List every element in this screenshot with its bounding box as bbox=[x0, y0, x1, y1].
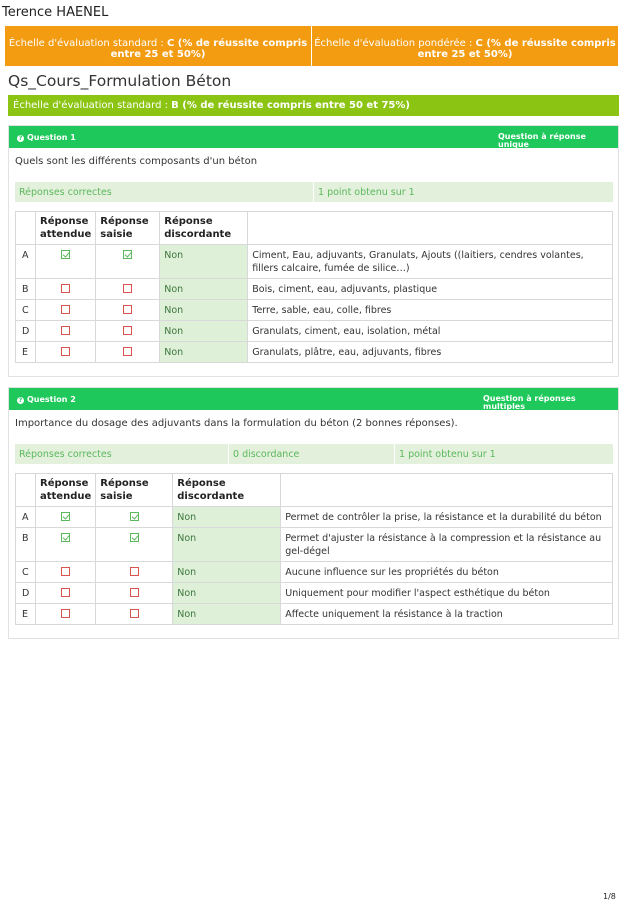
discordant-value: Non bbox=[160, 300, 248, 321]
answer-letter: C bbox=[16, 562, 36, 583]
result-status: Réponses correctes bbox=[19, 449, 112, 460]
answer-text: Permet de contrôler la prise, la résistance et la durabilité du béton bbox=[281, 507, 613, 528]
checkbox-empty-icon bbox=[123, 347, 132, 356]
evaluation-scales bbox=[5, 26, 619, 66]
discordant-value: Non bbox=[160, 279, 248, 300]
table-row bbox=[16, 562, 613, 583]
checkbox-empty-icon bbox=[61, 609, 70, 618]
question-text: Importance du dosage des adjuvants dans la formulation du béton (2 bonnes réponses). bbox=[15, 418, 458, 429]
checkbox-empty-icon bbox=[123, 305, 132, 314]
question-card-1 bbox=[8, 125, 619, 377]
weighted-scale-grade: C (% de réussite compris entre 25 et 50%) bbox=[417, 38, 616, 60]
answer-letter: A bbox=[16, 245, 36, 279]
header-letter bbox=[16, 212, 36, 245]
discordant-value: Non bbox=[160, 321, 248, 342]
answer-text: Terre, sable, eau, colle, fibres bbox=[248, 300, 613, 321]
answer-letter: D bbox=[16, 583, 36, 604]
weighted-scale-label: Échelle d'évaluation pondérée : bbox=[314, 38, 476, 49]
header-entered: Réponse saisie bbox=[96, 474, 173, 507]
question-text: Quels sont les différents composants d'un béton bbox=[15, 156, 258, 167]
header-expected: Réponse attendue bbox=[36, 212, 96, 245]
answer-text: Ciment, Eau, adjuvants, Granulats, Ajouts ((laitiers, cendres volantes, fillers calcaire, fumée de silice…) bbox=[248, 245, 613, 279]
checkbox-empty-icon bbox=[61, 305, 70, 314]
question-type: Question à réponse unique bbox=[498, 132, 586, 149]
table-row bbox=[16, 279, 613, 300]
checkbox-empty-icon bbox=[61, 326, 70, 335]
table-row bbox=[16, 528, 613, 562]
answer-text: Bois, ciment, eau, adjuvants, plastique bbox=[248, 279, 613, 300]
result-points: 1 point obtenu sur 1 bbox=[399, 449, 496, 460]
answer-text: Permet d'ajuster la résistance à la compression et la résistance au gel-dégel bbox=[281, 528, 613, 562]
checkbox-checked-icon bbox=[123, 250, 132, 259]
answer-text: Granulats, plâtre, eau, adjuvants, fibres bbox=[248, 342, 613, 363]
answer-text: Uniquement pour modifier l'aspect esthétique du béton bbox=[281, 583, 613, 604]
discordant-value: Non bbox=[173, 562, 281, 583]
standard-scale-grade: C (% de réussite compris entre 25 et 50%) bbox=[110, 38, 308, 60]
entered-checkbox bbox=[96, 604, 173, 625]
quiz-scale-label: Échelle d'évaluation standard : bbox=[13, 100, 172, 111]
quiz-scale-banner bbox=[8, 95, 619, 116]
entered-checkbox bbox=[96, 300, 160, 321]
table-row bbox=[16, 604, 613, 625]
answer-letter: B bbox=[16, 279, 36, 300]
answer-letter: E bbox=[16, 342, 36, 363]
entered-checkbox bbox=[96, 342, 160, 363]
standard-scale-box bbox=[5, 26, 312, 66]
answers-table bbox=[15, 211, 613, 363]
student-name: Terence HAENEL bbox=[2, 5, 109, 20]
discordant-value: Non bbox=[160, 342, 248, 363]
expected-checkbox bbox=[36, 245, 96, 279]
table-row bbox=[16, 507, 613, 528]
checkbox-empty-icon bbox=[61, 567, 70, 576]
answers-table bbox=[15, 473, 613, 625]
expected-checkbox bbox=[36, 507, 96, 528]
answer-letter: E bbox=[16, 604, 36, 625]
header-answer bbox=[281, 474, 613, 507]
answer-letter: D bbox=[16, 321, 36, 342]
header-answer bbox=[248, 212, 613, 245]
expected-checkbox bbox=[36, 342, 96, 363]
result-bar bbox=[15, 182, 613, 202]
expected-checkbox bbox=[36, 604, 96, 625]
entered-checkbox bbox=[96, 562, 173, 583]
header-discordant: Réponse discordante bbox=[160, 212, 248, 245]
expected-checkbox bbox=[36, 279, 96, 300]
result-status: Réponses correctes bbox=[19, 187, 112, 198]
question-header bbox=[9, 126, 618, 148]
checkbox-empty-icon bbox=[130, 609, 139, 618]
expected-checkbox bbox=[36, 321, 96, 342]
question-label: ? Question 2 bbox=[18, 395, 76, 404]
checkbox-empty-icon bbox=[123, 284, 132, 293]
table-row bbox=[16, 342, 613, 363]
answer-letter: A bbox=[16, 507, 36, 528]
discordant-value: Non bbox=[173, 507, 281, 528]
table-row bbox=[16, 583, 613, 604]
info-circle-icon: ? bbox=[18, 397, 23, 404]
expected-checkbox bbox=[36, 528, 96, 562]
entered-checkbox bbox=[96, 583, 173, 604]
question-header bbox=[9, 388, 618, 410]
entered-checkbox bbox=[96, 507, 173, 528]
answer-text: Aucune influence sur les propriétés du béton bbox=[281, 562, 613, 583]
table-header-row bbox=[16, 212, 613, 245]
entered-checkbox bbox=[96, 279, 160, 300]
expected-checkbox bbox=[36, 562, 96, 583]
standard-scale-label: Échelle d'évaluation standard : bbox=[8, 38, 167, 49]
table-row bbox=[16, 321, 613, 342]
answer-letter: C bbox=[16, 300, 36, 321]
answer-text: Affecte uniquement la résistance à la traction bbox=[281, 604, 613, 625]
checkbox-checked-icon bbox=[61, 533, 70, 542]
checkbox-checked-icon bbox=[61, 250, 70, 259]
checkbox-checked-icon bbox=[130, 512, 139, 521]
checkbox-empty-icon bbox=[61, 588, 70, 597]
quiz-scale-grade: B (% de réussite compris entre 50 et 75%) bbox=[171, 100, 410, 111]
info-circle-icon: ? bbox=[18, 135, 23, 142]
question-card-2 bbox=[8, 387, 619, 639]
entered-checkbox bbox=[96, 528, 173, 562]
result-points: 1 point obtenu sur 1 bbox=[318, 187, 415, 198]
result-discordance: 0 discordance bbox=[233, 449, 300, 460]
checkbox-checked-icon bbox=[130, 533, 139, 542]
expected-checkbox bbox=[36, 583, 96, 604]
entered-checkbox bbox=[96, 321, 160, 342]
table-row bbox=[16, 245, 613, 279]
table-header-row bbox=[16, 474, 613, 507]
checkbox-empty-icon bbox=[61, 347, 70, 356]
checkbox-empty-icon bbox=[123, 326, 132, 335]
header-discordant: Réponse discordante bbox=[173, 474, 281, 507]
quiz-title: Qs_Cours_Formulation Béton bbox=[8, 72, 232, 90]
header-expected: Réponse attendue bbox=[36, 474, 96, 507]
header-letter bbox=[16, 474, 36, 507]
result-bar bbox=[15, 444, 613, 464]
discordant-value: Non bbox=[173, 528, 281, 562]
discordant-value: Non bbox=[160, 245, 248, 279]
discordant-value: Non bbox=[173, 583, 281, 604]
weighted-scale-box bbox=[312, 26, 619, 66]
header-entered: Réponse saisie bbox=[96, 212, 160, 245]
checkbox-checked-icon bbox=[61, 512, 70, 521]
table-row bbox=[16, 300, 613, 321]
checkbox-empty-icon bbox=[130, 567, 139, 576]
question-label: ? Question 1 bbox=[18, 133, 76, 142]
discordant-value: Non bbox=[173, 604, 281, 625]
page-number: 1/8 bbox=[603, 892, 616, 901]
answer-text: Granulats, ciment, eau, isolation, métal bbox=[248, 321, 613, 342]
answer-letter: B bbox=[16, 528, 36, 562]
entered-checkbox bbox=[96, 245, 160, 279]
question-type: Question à réponses multiples bbox=[483, 394, 576, 411]
checkbox-empty-icon bbox=[61, 284, 70, 293]
checkbox-empty-icon bbox=[130, 588, 139, 597]
expected-checkbox bbox=[36, 300, 96, 321]
